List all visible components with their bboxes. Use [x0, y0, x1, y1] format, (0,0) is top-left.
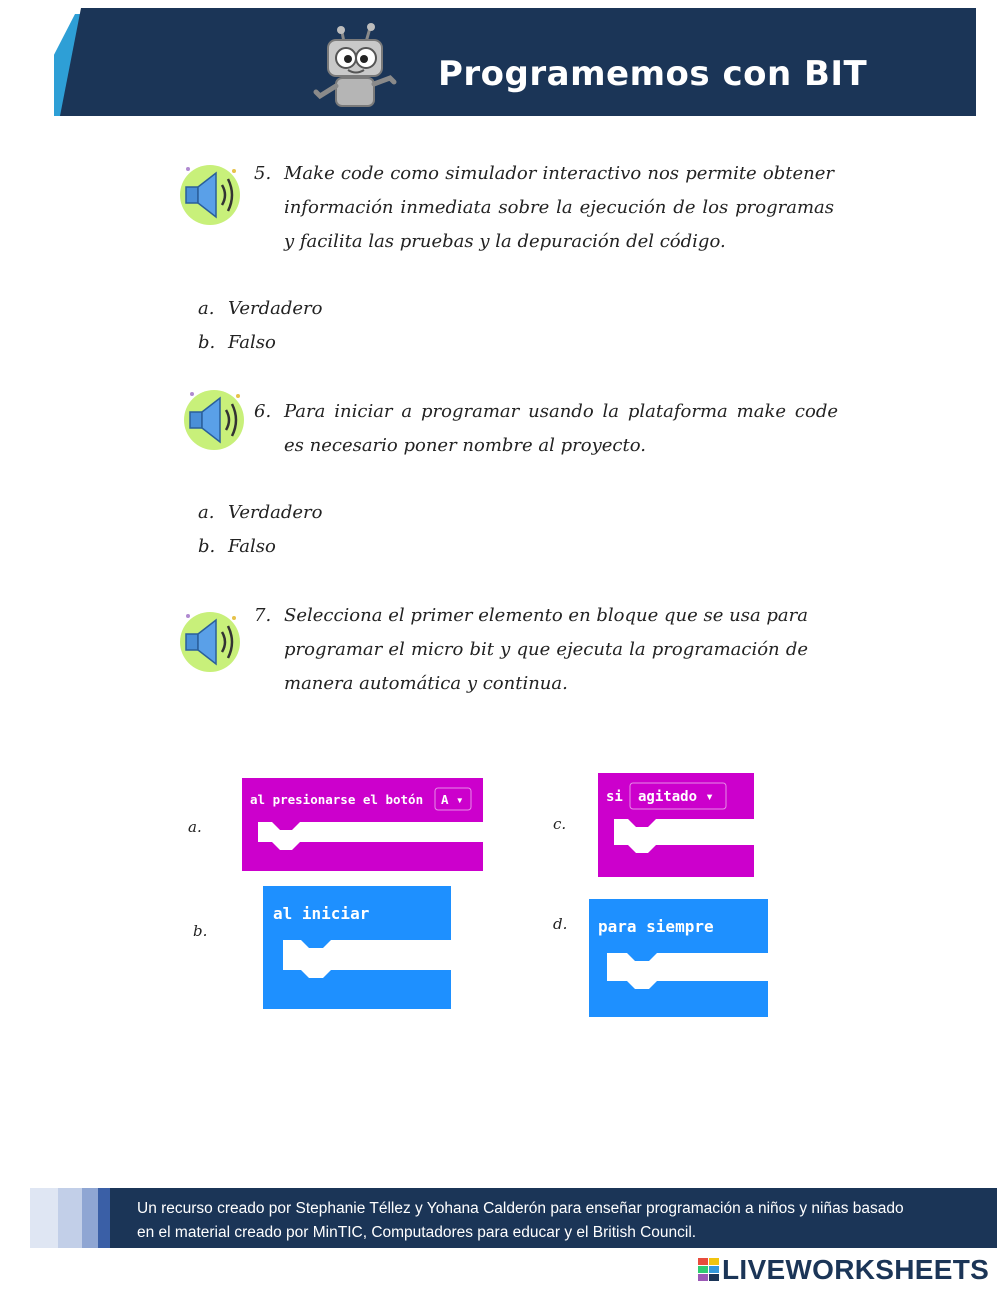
block-letter-b: b. — [193, 922, 208, 940]
question-text: Make code como simulador interactivo nos permite obtener información inmediata sobre la ejecución de los programas y facilita las pruebas y la depuración del código. — [284, 163, 834, 252]
liveworksheets-brand[interactable]: LIVEWORKSHEETS — [722, 1254, 990, 1285]
speaker-icon[interactable] — [178, 163, 242, 227]
speaker-icon[interactable] — [178, 610, 242, 674]
option-falso[interactable]: Falso — [228, 536, 276, 557]
option-verdadero[interactable]: Verdadero — [228, 502, 323, 523]
option-letter: a. — [198, 298, 215, 319]
option-letter: b. — [198, 536, 216, 557]
block-letter-c: c. — [553, 815, 567, 833]
footer-line: Un recurso creado por Stephanie Téllez y Yohana Calderón para enseñar programación a niños y niñas basado — [137, 1200, 904, 1217]
footer-stripe — [98, 1188, 110, 1248]
block-a-dropdown[interactable]: A ▾ — [441, 792, 464, 807]
option-falso[interactable]: Falso — [228, 332, 276, 353]
liveworksheets-logo-icon — [698, 1258, 720, 1282]
block-a-label: al presionarse el botón — [250, 792, 424, 807]
footer-stripe — [82, 1188, 98, 1248]
footer-stripe — [30, 1188, 58, 1248]
speaker-icon[interactable] — [182, 388, 246, 452]
block-if-shaken[interactable] — [596, 771, 756, 879]
block-letter-d: d. — [553, 915, 568, 933]
option-letter: b. — [198, 332, 216, 353]
block-b-label: al iniciar — [273, 904, 370, 923]
question-number: 5. — [254, 163, 272, 184]
footer-stripe — [58, 1188, 82, 1248]
page-title: Programemos con BIT — [438, 54, 868, 94]
block-on-button-pressed[interactable] — [240, 776, 486, 874]
block-c-dropdown[interactable]: agitado ▾ — [638, 789, 714, 805]
block-letter-a: a. — [188, 818, 202, 836]
question-text: Para iniciar a programar usando la plataforma make code es necesario poner nombre al proyecto. — [284, 401, 838, 456]
block-d-label: para siempre — [598, 917, 714, 936]
footer-credits — [137, 1197, 957, 1245]
question-number: 7. — [254, 605, 272, 626]
option-verdadero[interactable]: Verdadero — [228, 298, 323, 319]
option-letter: a. — [198, 502, 215, 523]
block-forever[interactable] — [587, 897, 770, 1019]
question-text: Selecciona el primer elemento en bloque que se usa para programar el micro bit y que ejecuta la programación de manera automática y continua. — [284, 605, 808, 694]
robot-mascot-icon — [310, 22, 400, 112]
question-number: 6. — [254, 401, 272, 422]
block-c-label: si — [606, 789, 623, 805]
footer-line: en el material creado por MinTIC, Computadores para educar y el British Council. — [137, 1224, 697, 1241]
